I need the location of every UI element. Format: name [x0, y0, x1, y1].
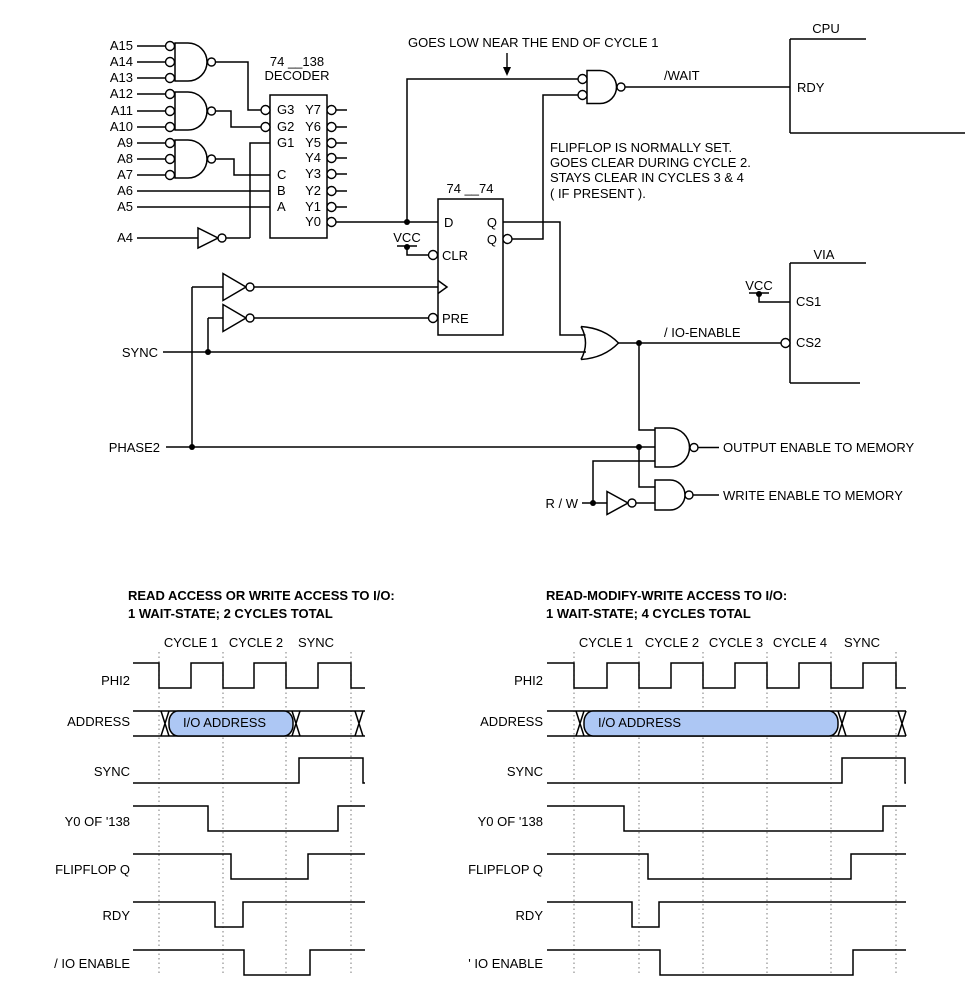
- via-pin-cs1: CS1: [796, 294, 822, 309]
- address-label-a14: A14: [109, 54, 133, 69]
- gate-bubbles: [166, 42, 216, 180]
- sync-signal-label: SYNC: [121, 345, 158, 360]
- left-timing-title-line1: READ ACCESS OR WRITE ACCESS TO I/O:: [128, 588, 395, 603]
- schematic-labels: [109, 21, 915, 511]
- flipflop-pin-d: D: [444, 215, 454, 230]
- address-label-a6: A6: [117, 183, 133, 198]
- signal-label: FLIPFLOP Q: [55, 862, 130, 877]
- address-label-a7: A7: [117, 167, 133, 182]
- vcc-label-flipflop: VCC: [393, 230, 421, 245]
- bus-transition: [838, 711, 846, 736]
- decoder-subtitle: DECODER: [264, 68, 330, 83]
- bus-transition: [576, 711, 584, 736]
- cycle-header: CYCLE 2: [228, 635, 284, 650]
- decoder-pin-g1: G1: [277, 135, 295, 150]
- cycle-header: SYNC: [297, 635, 335, 650]
- io-enable-signal-label: / IO-ENABLE: [664, 325, 741, 340]
- signal-label: Y0 OF '138: [477, 814, 543, 829]
- inverter-pre: [223, 305, 254, 332]
- address-label-a5: A5: [117, 199, 133, 214]
- decoder-chip: [261, 95, 336, 238]
- signal-label: FLIPFLOP Q: [468, 862, 543, 877]
- timing-diagram-left: [54, 635, 365, 976]
- signal-label: Y0 OF '138: [64, 814, 130, 829]
- goes-low-arrow: [503, 53, 511, 76]
- rw-signal-label: R / W: [545, 496, 578, 511]
- decoder-pin-a: A: [277, 199, 286, 214]
- decoder-pin-y7: Y7: [305, 102, 321, 117]
- signal-label: ADDRESS: [480, 714, 543, 729]
- decoder-pin-y6: Y6: [305, 119, 321, 134]
- waveform: [547, 950, 906, 975]
- address-label-a13: A13: [109, 70, 133, 85]
- flipflop-pin-pre: PRE: [442, 311, 469, 326]
- junction-dots: [189, 219, 762, 506]
- signal-label: ' IO ENABLE: [468, 956, 543, 971]
- signal-label: / IO ENABLE: [54, 956, 130, 971]
- vcc-label-via: VCC: [745, 278, 773, 293]
- address-label-a4: A4: [117, 230, 133, 245]
- via-pin-cs2: CS2: [796, 335, 822, 350]
- signal-label: PHI2: [101, 673, 130, 688]
- bus-transition: [898, 711, 906, 736]
- inverter-rw: [607, 492, 636, 515]
- waveform: [133, 758, 365, 783]
- inverter-clock: [223, 274, 254, 301]
- signal-label: ADDRESS: [67, 714, 130, 729]
- schematic-wires: [137, 46, 790, 503]
- waveform: [547, 663, 906, 688]
- address-label-a9: A9: [117, 135, 133, 150]
- cpu-pin-rdy: RDY: [797, 80, 825, 95]
- waveform: [547, 854, 906, 879]
- decoder-pin-y1: Y1: [305, 199, 321, 214]
- waveform: [133, 663, 365, 688]
- nand-gate-wait: [578, 71, 625, 104]
- signal-label: PHI2: [514, 673, 543, 688]
- nand-gate-a9-a7: [175, 140, 207, 178]
- right-timing-title-line2: 1 WAIT-STATE; 4 CYCLES TOTAL: [546, 606, 751, 621]
- timing-titles: [128, 588, 787, 621]
- flipflop-pin-q: Q: [486, 215, 497, 230]
- signal-label: RDY: [102, 908, 130, 923]
- decoder-pin-c: C: [277, 167, 287, 182]
- output-enable-label: OUTPUT ENABLE TO MEMORY: [723, 440, 915, 455]
- address-label-a11: A11: [110, 103, 133, 118]
- via-title: VIA: [813, 247, 835, 262]
- nand-gate-write-enable: [655, 480, 693, 510]
- decoder-pin-y0: Y0: [305, 214, 321, 229]
- goes-low-note: GOES LOW NEAR THE END OF CYCLE 1: [408, 35, 659, 50]
- address-label-a15: A15: [109, 38, 133, 53]
- cycle-header: CYCLE 2: [644, 635, 700, 650]
- nand-gate-a15-a13: [175, 43, 207, 81]
- signal-label: SYNC: [506, 764, 543, 779]
- or-gate-io-enable: [581, 327, 619, 360]
- cycle-header: CYCLE 1: [163, 635, 219, 650]
- decoder-pin-g3: G3: [277, 102, 295, 117]
- flipflop-note-line2: GOES CLEAR DURING CYCLE 2.: [550, 155, 751, 170]
- left-timing-title-line2: 1 WAIT-STATE; 2 CYCLES TOTAL: [128, 606, 333, 621]
- cycle-header: CYCLE 4: [772, 635, 828, 650]
- flipflop-note-line3: STAYS CLEAR IN CYCLES 3 & 4: [550, 170, 744, 185]
- signal-label: SYNC: [93, 764, 130, 779]
- cycle-header: CYCLE 1: [578, 635, 634, 650]
- waveform: [133, 806, 365, 831]
- waveform: [547, 806, 906, 831]
- flipflop-pin-qbar: Q: [486, 232, 497, 247]
- cycle-header: SYNC: [843, 635, 881, 650]
- nand-gate-output-enable: [655, 428, 698, 467]
- address-label-a12: A12: [109, 86, 133, 101]
- bus-transition: [355, 711, 363, 736]
- waveform: [547, 902, 906, 927]
- waveform: [133, 902, 365, 927]
- signal-label: RDY: [515, 908, 543, 923]
- via-box: [781, 263, 866, 383]
- nand-gate-a12-a10: [175, 92, 207, 130]
- address-label-a8: A8: [117, 151, 133, 166]
- cpu-title: CPU: [812, 21, 840, 36]
- inverter-a4: [198, 228, 226, 248]
- write-enable-label: WRITE ENABLE TO MEMORY: [723, 488, 903, 503]
- waveform: [133, 950, 365, 975]
- bus-label: I/O ADDRESS: [183, 715, 267, 730]
- waveform: [133, 854, 365, 879]
- decoder-pin-y2: Y2: [305, 183, 321, 198]
- waveform: [547, 758, 906, 783]
- decoder-pin-y5: Y5: [305, 135, 321, 150]
- phase2-signal-label: PHASE2: [108, 440, 160, 455]
- flipflop-title: 74 __74: [446, 181, 494, 196]
- right-timing-title-line1: READ-MODIFY-WRITE ACCESS TO I/O:: [546, 588, 788, 603]
- decoder-title: 74 __138: [269, 54, 325, 69]
- decoder-pin-g2: G2: [277, 119, 295, 134]
- flipflop-pin-clr: CLR: [442, 248, 469, 263]
- decoder-pin-b: B: [277, 183, 286, 198]
- flipflop-note-line4: ( IF PRESENT ).: [550, 186, 646, 201]
- wait-signal-label: /WAIT: [664, 68, 700, 83]
- cycle-header: CYCLE 3: [708, 635, 764, 650]
- bus-transition: [161, 711, 169, 736]
- timing-diagram-right: [468, 635, 906, 976]
- address-label-a10: A10: [109, 119, 133, 134]
- decoder-pin-y3: Y3: [305, 166, 321, 181]
- flipflop-note-line1: FLIPFLOP IS NORMALLY SET.: [550, 140, 733, 155]
- decoder-pin-y4: Y4: [305, 150, 321, 165]
- bus-label: I/O ADDRESS: [598, 715, 682, 730]
